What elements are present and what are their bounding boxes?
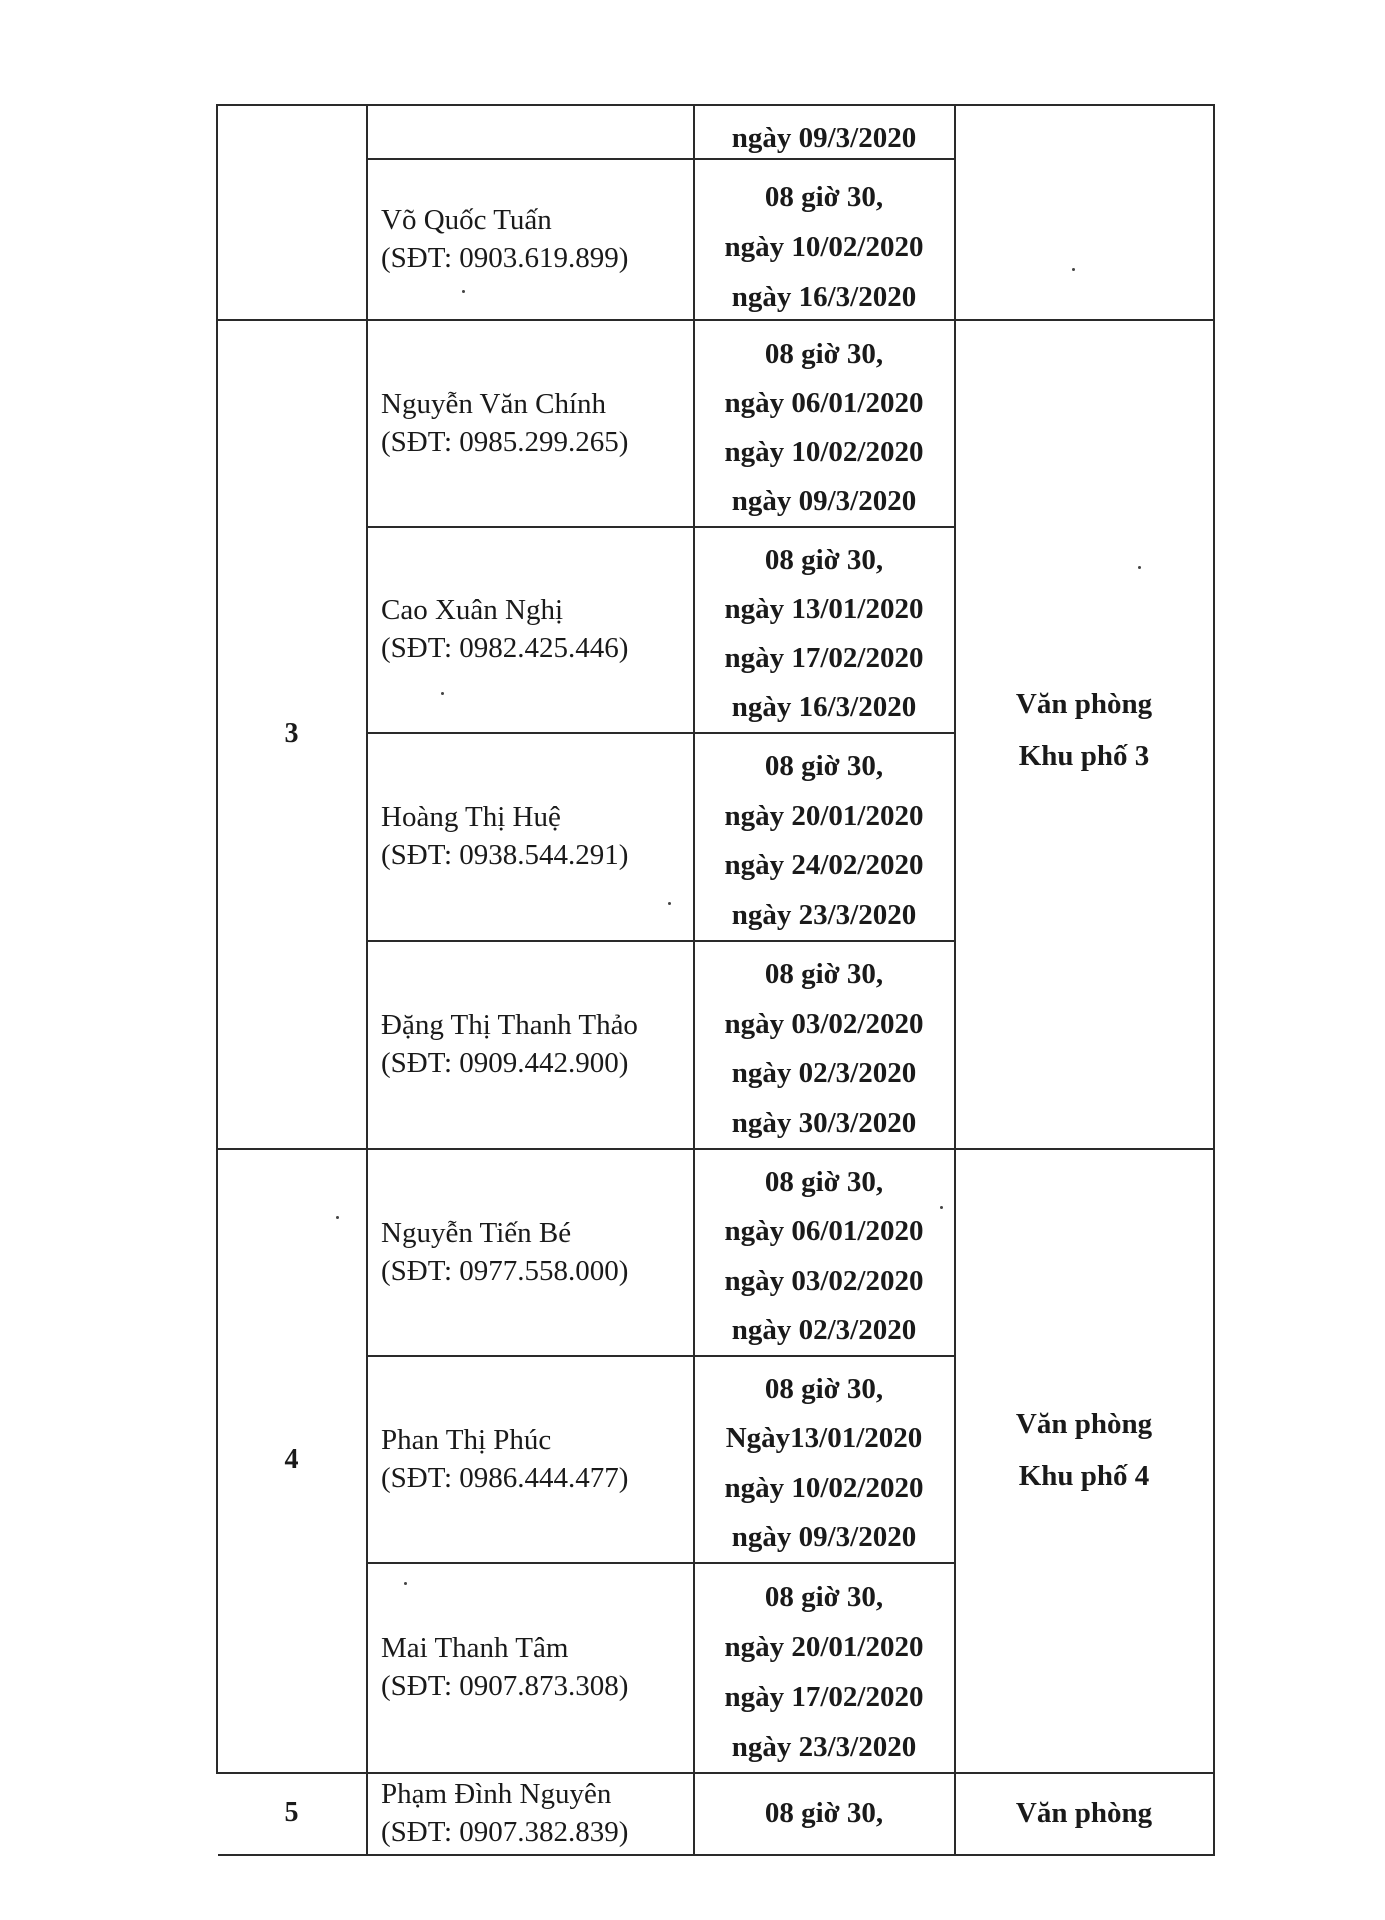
date-line: 08 giờ 30, <box>764 180 884 213</box>
scan-speck <box>336 1216 339 1219</box>
date-cell <box>694 1365 954 1562</box>
scan-speck <box>940 1206 943 1209</box>
person-name: Mai Thanh Tâm <box>381 1632 569 1664</box>
date-line: ngày 24/02/2020 <box>724 849 924 882</box>
date-line: ngày 06/01/2020 <box>724 1215 924 1248</box>
date-line: 08 giờ 30, <box>764 1580 884 1613</box>
person-name: Cao Xuân Nghị <box>381 594 564 626</box>
date-line: ngày 03/02/2020 <box>724 1264 924 1297</box>
place-cell <box>955 1380 1213 1520</box>
person-name: Phạm Đình Nguyên <box>381 1778 612 1810</box>
place-line: Khu phố 4 <box>1018 1460 1150 1492</box>
name-cell <box>367 158 681 319</box>
date-line: 08 giờ 30, <box>764 750 884 783</box>
date-line: 08 giờ 30, <box>764 1373 884 1406</box>
date-cell <box>694 950 954 1148</box>
place-line: Văn phòng <box>1015 688 1153 720</box>
date-line: ngày 06/01/2020 <box>724 387 924 419</box>
person-phone: (SĐT: 0977.558.000) <box>381 1254 629 1287</box>
name-cell <box>367 1148 701 1355</box>
person-phone: (SĐT: 0907.873.308) <box>381 1670 629 1702</box>
date-line: ngày 10/02/2020 <box>724 436 924 468</box>
person-name: Nguyễn Tiến Bé <box>381 1216 572 1249</box>
date-line: ngày 02/3/2020 <box>731 1313 917 1346</box>
date-cell <box>694 1158 954 1355</box>
person-phone: (SĐT: 0907.382.839) <box>381 1816 629 1848</box>
date-line: ngày 30/3/2020 <box>731 1106 917 1139</box>
date-line: ngày 10/02/2020 <box>724 1471 924 1504</box>
date-cell <box>694 742 954 940</box>
date-cell <box>694 1772 954 1854</box>
date-line: ngày 09/3/2020 <box>731 121 917 154</box>
person-phone: (SĐT: 0985.299.265) <box>381 425 629 458</box>
name-cell <box>367 1562 701 1772</box>
date-line: ngày 16/3/2020 <box>731 691 917 723</box>
date-cell <box>694 536 954 732</box>
date-line: 08 giờ 30, <box>764 958 884 991</box>
date-line: ngày 23/3/2020 <box>731 1730 917 1763</box>
stt-cell <box>217 1148 366 1772</box>
place-line: Văn phòng <box>1015 1797 1153 1829</box>
person-phone: (SĐT: 0909.442.900) <box>381 1047 629 1079</box>
date-line: ngày 23/3/2020 <box>731 898 917 931</box>
date-line: ngày 13/01/2020 <box>724 593 924 625</box>
date-cell <box>694 172 954 322</box>
date-line: ngày 17/02/2020 <box>724 1680 924 1713</box>
name-cell <box>367 1355 701 1562</box>
date-cell <box>694 118 954 158</box>
date-line: 08 giờ 30, <box>764 544 884 576</box>
place-line: Văn phòng <box>1015 1408 1153 1440</box>
table-border-right <box>1213 104 1215 1856</box>
stt-number: 4 <box>284 1444 299 1475</box>
date-cell <box>694 330 954 526</box>
date-line: ngày 20/01/2020 <box>724 1630 924 1663</box>
person-phone: (SĐT: 0938.544.291) <box>381 839 629 871</box>
date-line: ngày 02/3/2020 <box>731 1057 917 1090</box>
name-cell <box>367 732 701 940</box>
stt-cell <box>217 1772 366 1854</box>
date-line: 08 giờ 30, <box>764 338 884 370</box>
name-cell <box>367 940 701 1148</box>
date-line: ngày 10/02/2020 <box>724 230 924 263</box>
date-line: ngày 09/3/2020 <box>731 485 917 517</box>
date-cell <box>694 1572 954 1772</box>
scan-speck <box>668 902 671 905</box>
person-name: Đặng Thị Thanh Thảo <box>381 1009 638 1041</box>
stt-number: 3 <box>284 717 299 749</box>
person-name: Nguyễn Văn Chính <box>381 387 607 420</box>
date-line: ngày 17/02/2020 <box>724 642 924 674</box>
person-name: Phan Thị Phúc <box>381 1423 552 1456</box>
scan-speck <box>462 290 465 293</box>
place-cell <box>955 660 1213 800</box>
date-line: ngày 20/01/2020 <box>724 799 924 832</box>
column-divider-date <box>954 104 956 1856</box>
stt-cell <box>217 319 366 1148</box>
place-cell <box>955 1772 1213 1854</box>
scan-speck <box>441 692 444 695</box>
stt-number: 5 <box>284 1797 299 1828</box>
person-name: Võ Quốc Tuấn <box>381 203 552 236</box>
scan-speck <box>1072 268 1075 271</box>
date-line: 08 giờ 30, <box>764 1796 884 1829</box>
scan-speck <box>404 1582 407 1585</box>
name-cell <box>367 1772 701 1854</box>
place-line: Khu phố 3 <box>1018 740 1150 772</box>
person-phone: (SĐT: 0903.619.899) <box>381 241 629 274</box>
date-line: ngày 09/3/2020 <box>731 1520 917 1553</box>
person-phone: (SĐT: 0986.444.477) <box>381 1461 629 1494</box>
name-cell <box>367 526 701 732</box>
date-line: ngày 16/3/2020 <box>731 280 917 313</box>
date-line: 08 giờ 30, <box>764 1166 884 1199</box>
person-phone: (SĐT: 0982.425.446) <box>381 632 629 664</box>
date-line: ngày 03/02/2020 <box>724 1007 924 1040</box>
date-line: Ngày13/01/2020 <box>725 1422 923 1455</box>
scan-speck <box>1138 566 1141 569</box>
person-name: Hoàng Thị Huệ <box>381 801 561 833</box>
name-cell <box>367 319 701 526</box>
